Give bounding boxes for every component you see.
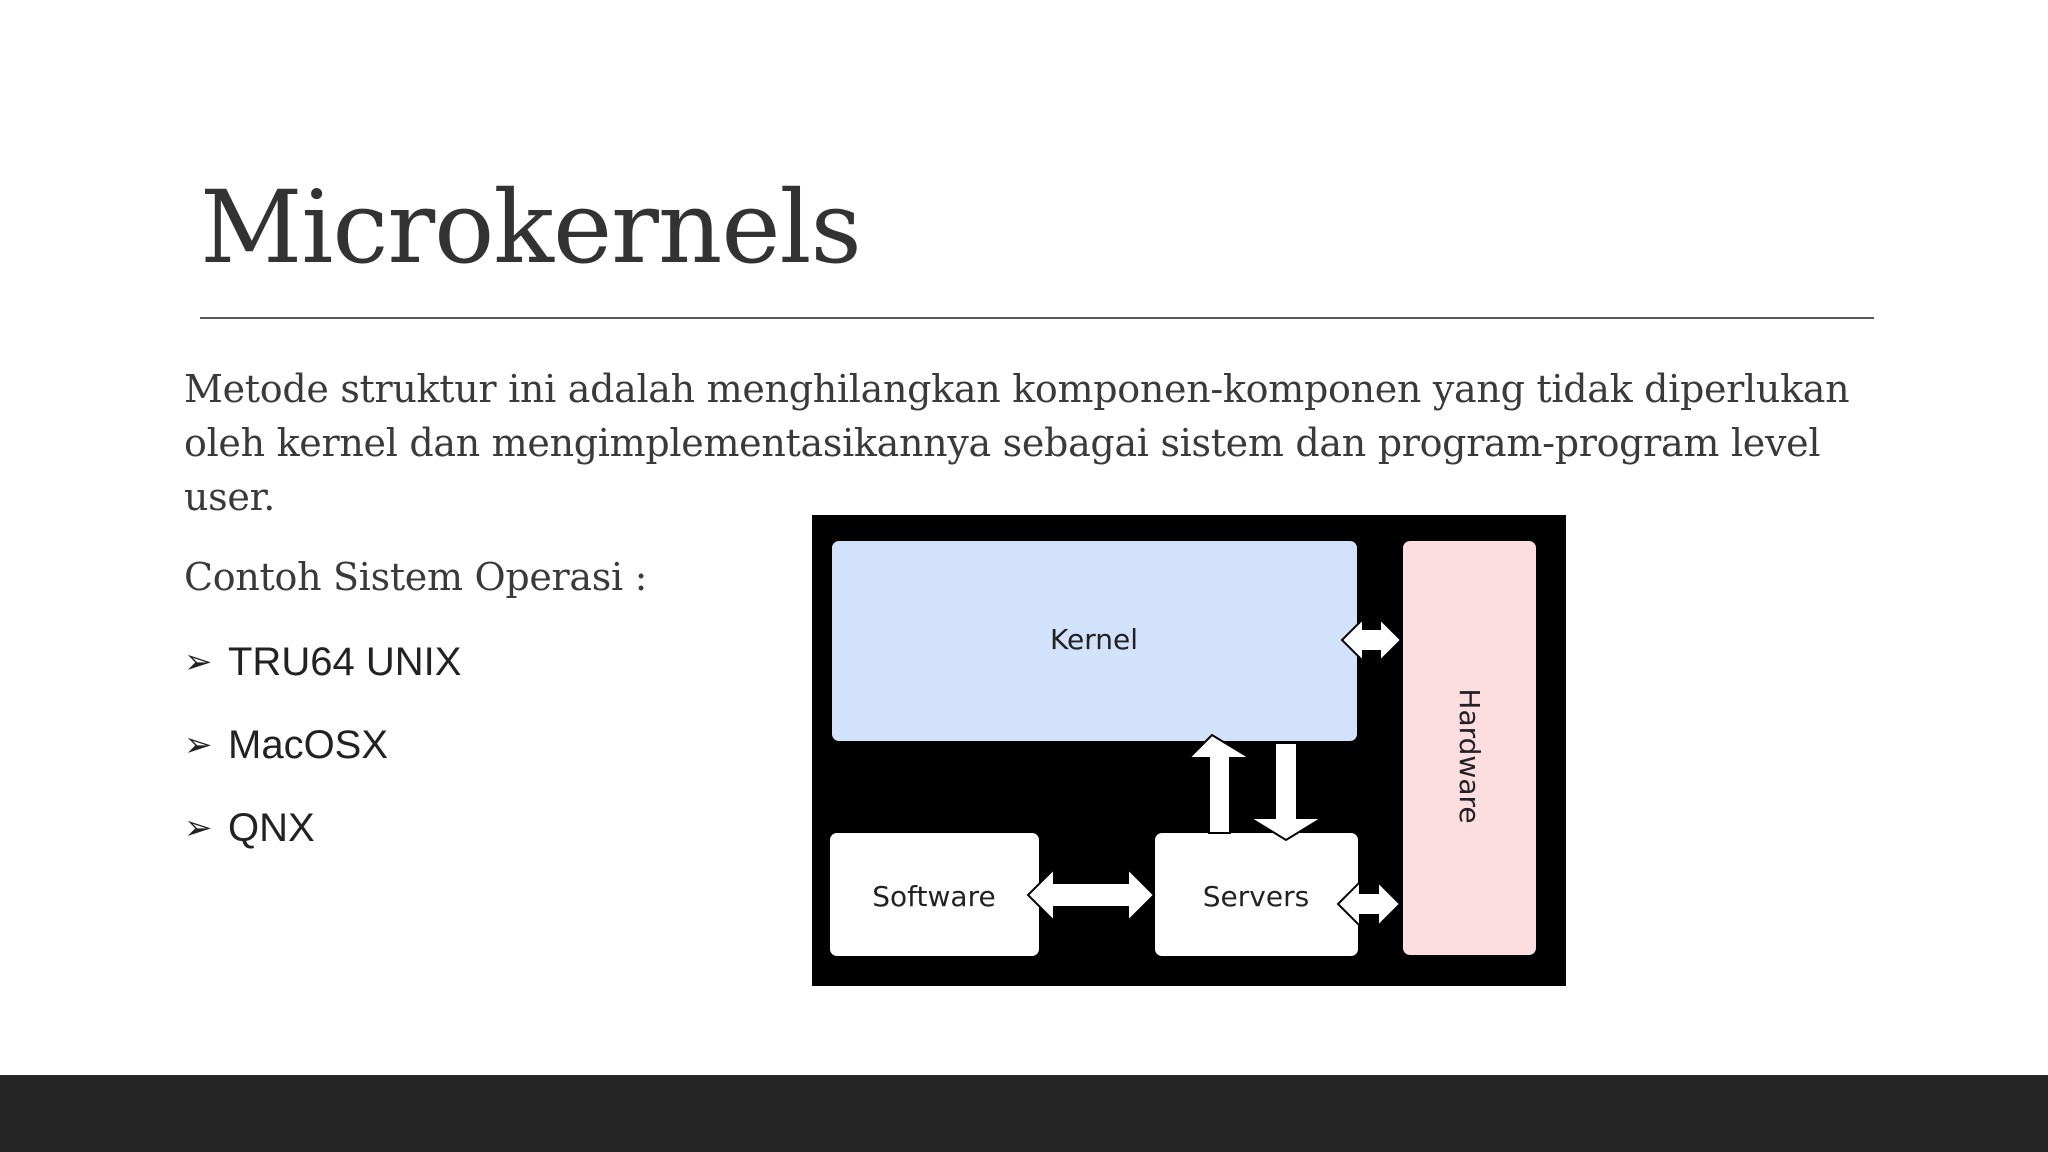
software-label: Software [872,880,996,913]
examples-label: Contoh Sistem Operasi : [184,555,648,599]
os-name: TRU64 UNIX [228,640,462,684]
slide-title: Microkernels [200,169,861,286]
list-item [184,632,461,715]
servers-label: Servers [1202,880,1310,913]
os-name: MacOSX [228,723,389,767]
os-example-list [184,632,461,881]
os-name: QNX [228,806,315,850]
title-divider [200,317,1874,319]
slide-description: Metode struktur ini adalah menghilangkan komponen-komponen yang tidak diperlukan oleh kernel dan mengimplementasikannya sebagai sistem dan program-program level user. [184,367,1850,519]
kernel-label: Kernel [1050,623,1138,656]
arrow-bullet-icon: ➢ [184,726,213,764]
arrow-bullet-icon: ➢ [184,809,213,847]
list-item [184,715,461,798]
microkernel-diagram [812,515,1566,986]
list-item [184,798,461,881]
arrow-bullet-icon: ➢ [184,643,213,681]
hardware-label: Hardware [1453,688,1486,824]
footer-bar [0,1075,2048,1152]
